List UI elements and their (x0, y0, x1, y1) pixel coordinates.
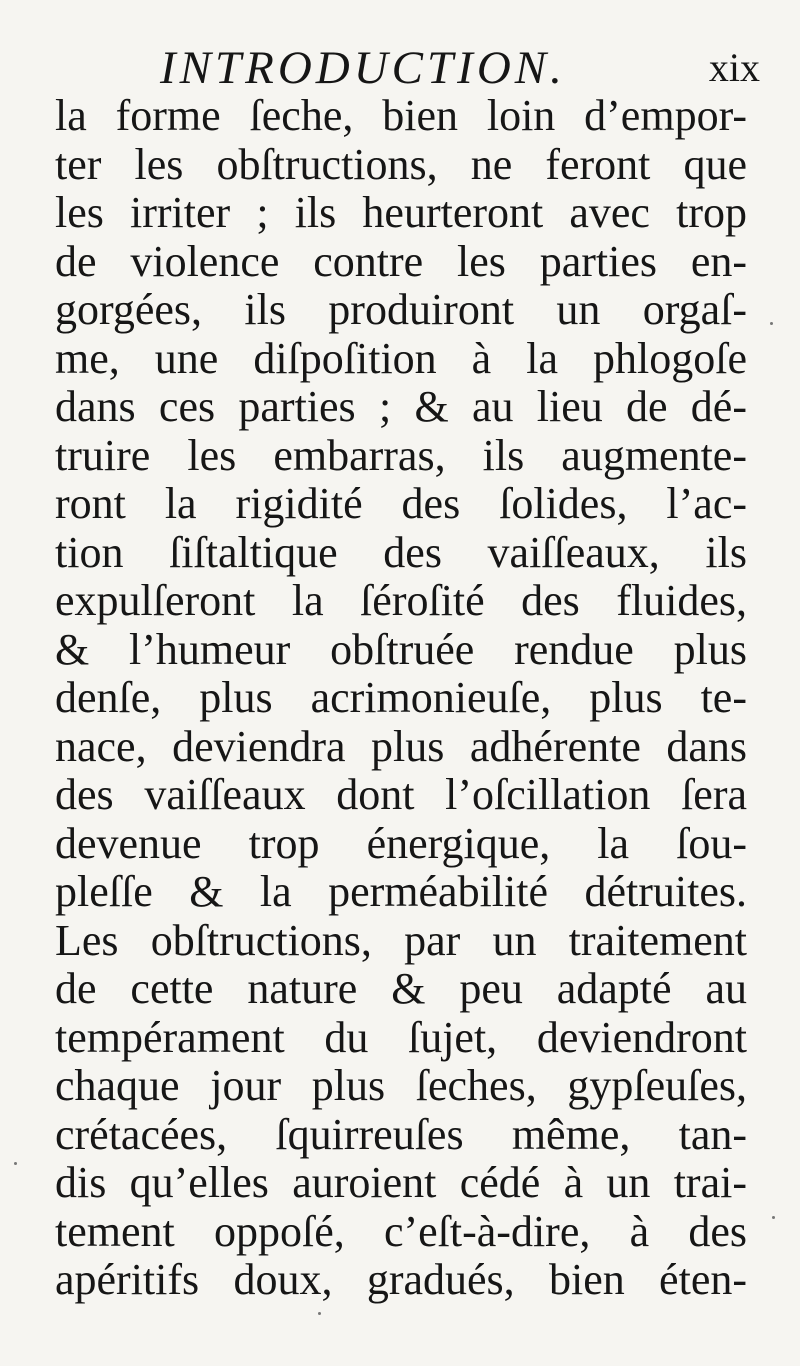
text-line: tement oppoſé, c’eſt-à-dire, à des (55, 1206, 747, 1256)
running-head (160, 38, 760, 98)
text-line: expulſeront la ſéroſité des fluides, (55, 576, 747, 625)
text-line: tion ſiſtaltique des vaiſſeaux, ils (55, 527, 747, 577)
text-line: les irriter ; ils heurteront avec trop (55, 188, 747, 237)
text-line: pleſſe & la perméabilité détruites. (55, 867, 747, 916)
text-line: chaque jour plus ſeches, gypſeuſes, (55, 1061, 747, 1110)
text-line: ter les obſtructions, ne feront que (55, 139, 747, 189)
text-line: truire les embarras, ils augmente- (55, 430, 747, 480)
text-line: apéritifs doux, gradués, bien éten- (55, 1255, 747, 1304)
page-number: xix (708, 45, 760, 90)
text-line: de violence contre les parties en- (55, 236, 747, 286)
running-head-title: INTRODUCTION. (160, 42, 566, 94)
text-line: devenue trop énergique, la ſou- (55, 818, 747, 868)
text-line: dans ces parties ; & au lieu de dé- (55, 382, 747, 431)
text-line: crétacées, ſquirreuſes même, tan- (55, 1109, 747, 1159)
print-speck (14, 1162, 17, 1165)
print-speck (318, 1312, 321, 1315)
text-line: Les obſtructions, par un traitement (55, 915, 747, 965)
text-line: tempérament du ſujet, deviendront (55, 1012, 747, 1062)
text-line: gorgées, ils produiront un orgaſ- (55, 285, 747, 334)
text-line: nace, deviendra plus adhérente dans (55, 721, 747, 771)
text-line: denſe, plus acrimonieuſe, plus te- (55, 673, 747, 722)
text-line: de cette nature & peu adapté au (55, 964, 747, 1013)
text-line: des vaiſſeaux dont l’oſcillation ſera (55, 770, 747, 819)
text-line: dis qu’elles auroient cédé à un trai- (55, 1158, 747, 1207)
text-line: ront la rigidité des ſolides, l’ac- (55, 479, 747, 528)
print-speck (770, 322, 773, 325)
print-speck (772, 1216, 775, 1219)
text-line: & l’humeur obſtruée rendue plus (55, 624, 747, 674)
body-text (55, 92, 747, 1305)
text-line: la forme ſeche, bien loin d’empor- (55, 91, 747, 140)
text-line: me, une diſpoſition à la phlogoſe (55, 333, 747, 383)
